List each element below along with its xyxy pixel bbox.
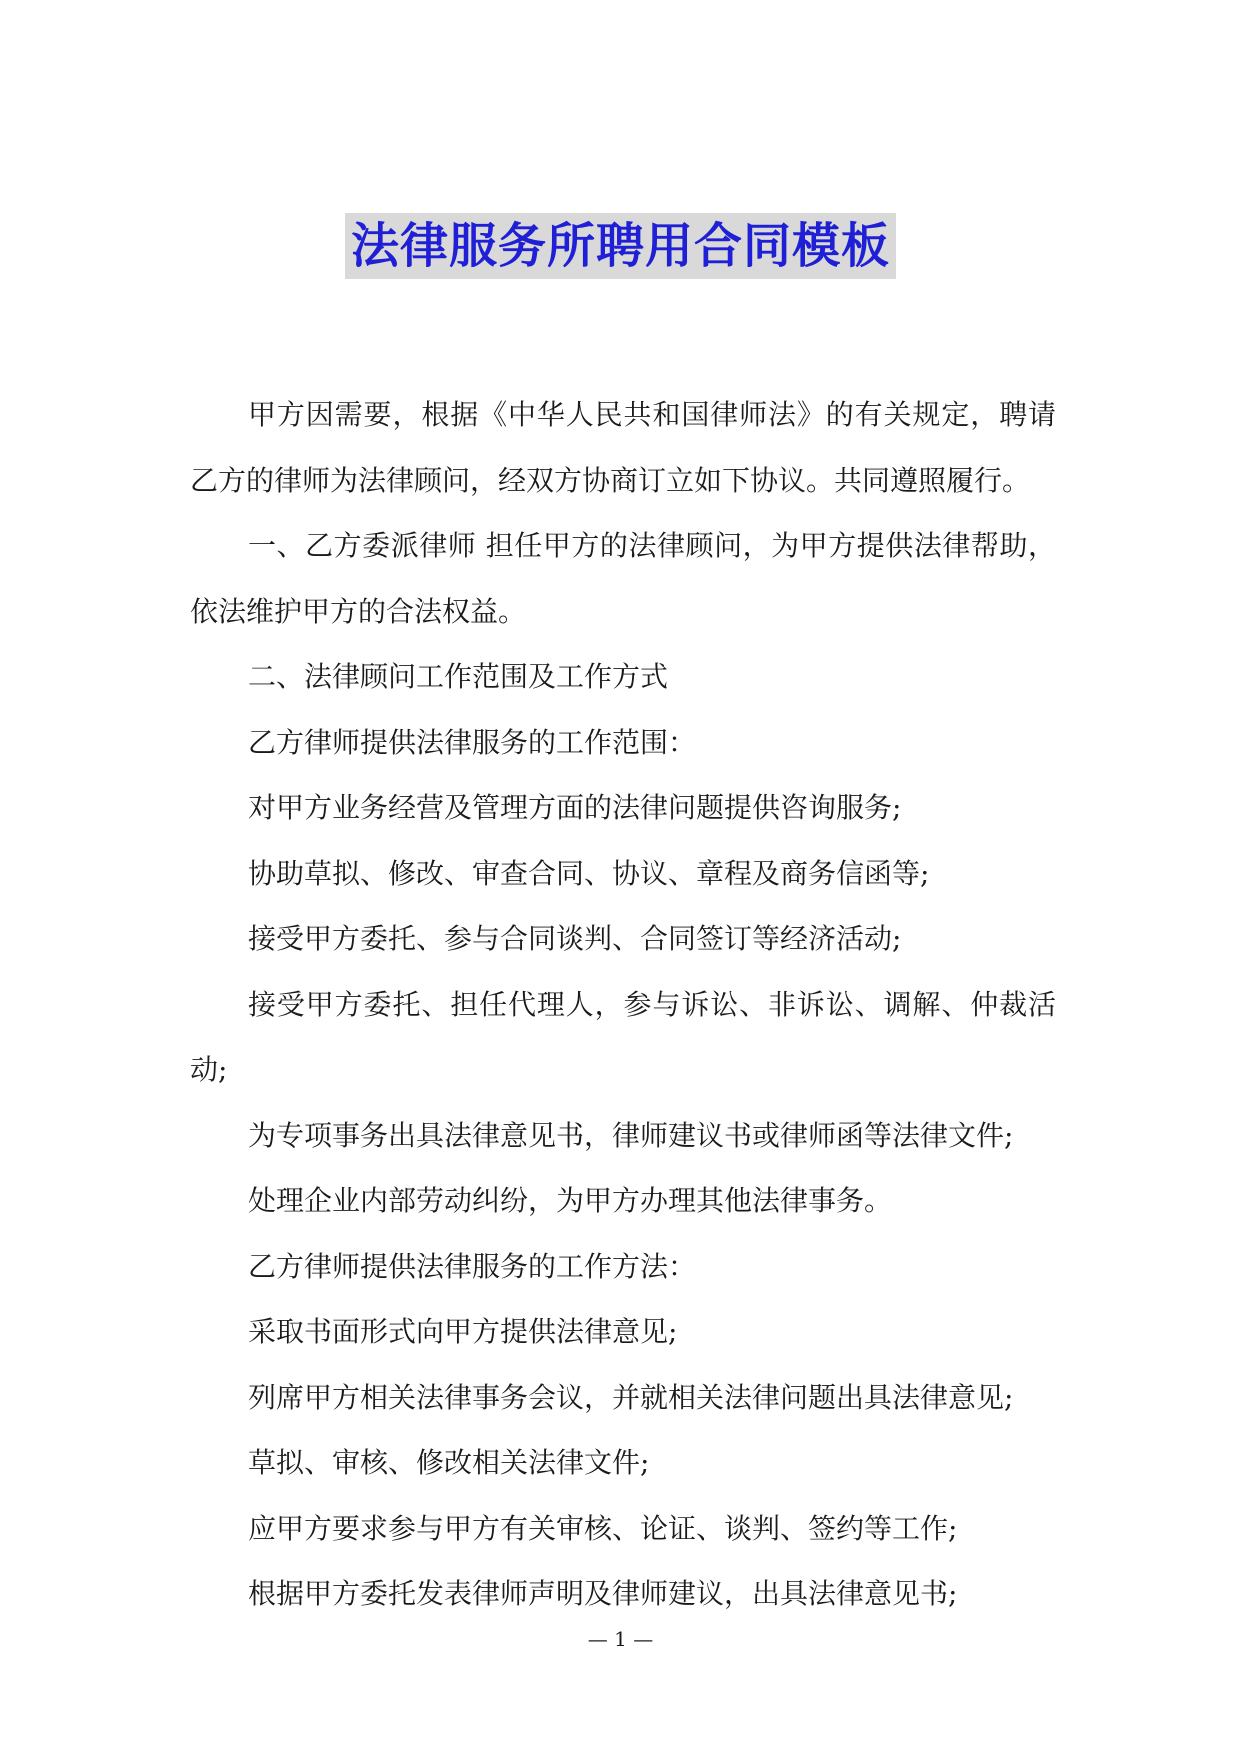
paragraph-method-item: 根据甲方委托发表律师声明及律师建议，出具法律意见书; xyxy=(248,1577,958,1610)
paragraph-clause-1: 一、乙方委派律师 担任甲方的法律顾问，为甲方提供法律帮助，依法维护甲方的合法权益。 xyxy=(190,529,1056,628)
document-title: 法律服务所聘用合同模板 xyxy=(345,213,896,279)
paragraph-scope-item: 处理企业内部劳动纠纷，为甲方办理其他法律事务。 xyxy=(248,1184,893,1217)
paragraph-method-heading: 乙方律师提供法律服务的工作方法： xyxy=(248,1249,697,1283)
paragraph-method-item: 应甲方要求参与甲方有关审核、论证、谈判、签约等工作; xyxy=(248,1511,958,1545)
paragraph-method-item: 列席甲方相关法律事务会议，并就相关法律问题出具法律意见; xyxy=(248,1380,1014,1414)
paragraph-method-item: 草拟、审核、修改相关法律文件; xyxy=(248,1446,650,1479)
paragraph-scope-item: 接受甲方委托、参与合同谈判、合同签订等经济活动; xyxy=(248,922,902,955)
title-container xyxy=(0,213,1241,279)
paragraph-preamble: 甲方因需要，根据《中华人民共和国律师法》的有关规定，聘请乙方的律师为法律顾问，经双方协商订立如下协议。共同遵照履行。 xyxy=(190,398,1056,497)
paragraph-scope-item: 接受甲方委托、担任代理人，参与诉讼、非诉讼、调解、仲裁活动; xyxy=(190,987,1056,1086)
paragraph-scope-item: 协助草拟、修改、审查合同、协议、章程及商务信函等; xyxy=(248,856,930,890)
paragraph-scope-item: 对甲方业务经营及管理方面的法律问题提供咨询服务; xyxy=(248,791,902,824)
paragraph-clause-2-heading: 二、法律顾问工作范围及工作方式 xyxy=(248,660,669,693)
paragraph-scope-item: 为专项事务出具法律意见书，律师建议书或律师函等法律文件; xyxy=(248,1118,1014,1152)
paragraph-scope-heading: 乙方律师提供法律服务的工作范围： xyxy=(248,725,697,759)
page-number: — 1 — xyxy=(587,1627,654,1651)
paragraph-method-item: 采取书面形式向甲方提供法律意见; xyxy=(248,1315,678,1348)
document-body xyxy=(190,382,1056,1627)
